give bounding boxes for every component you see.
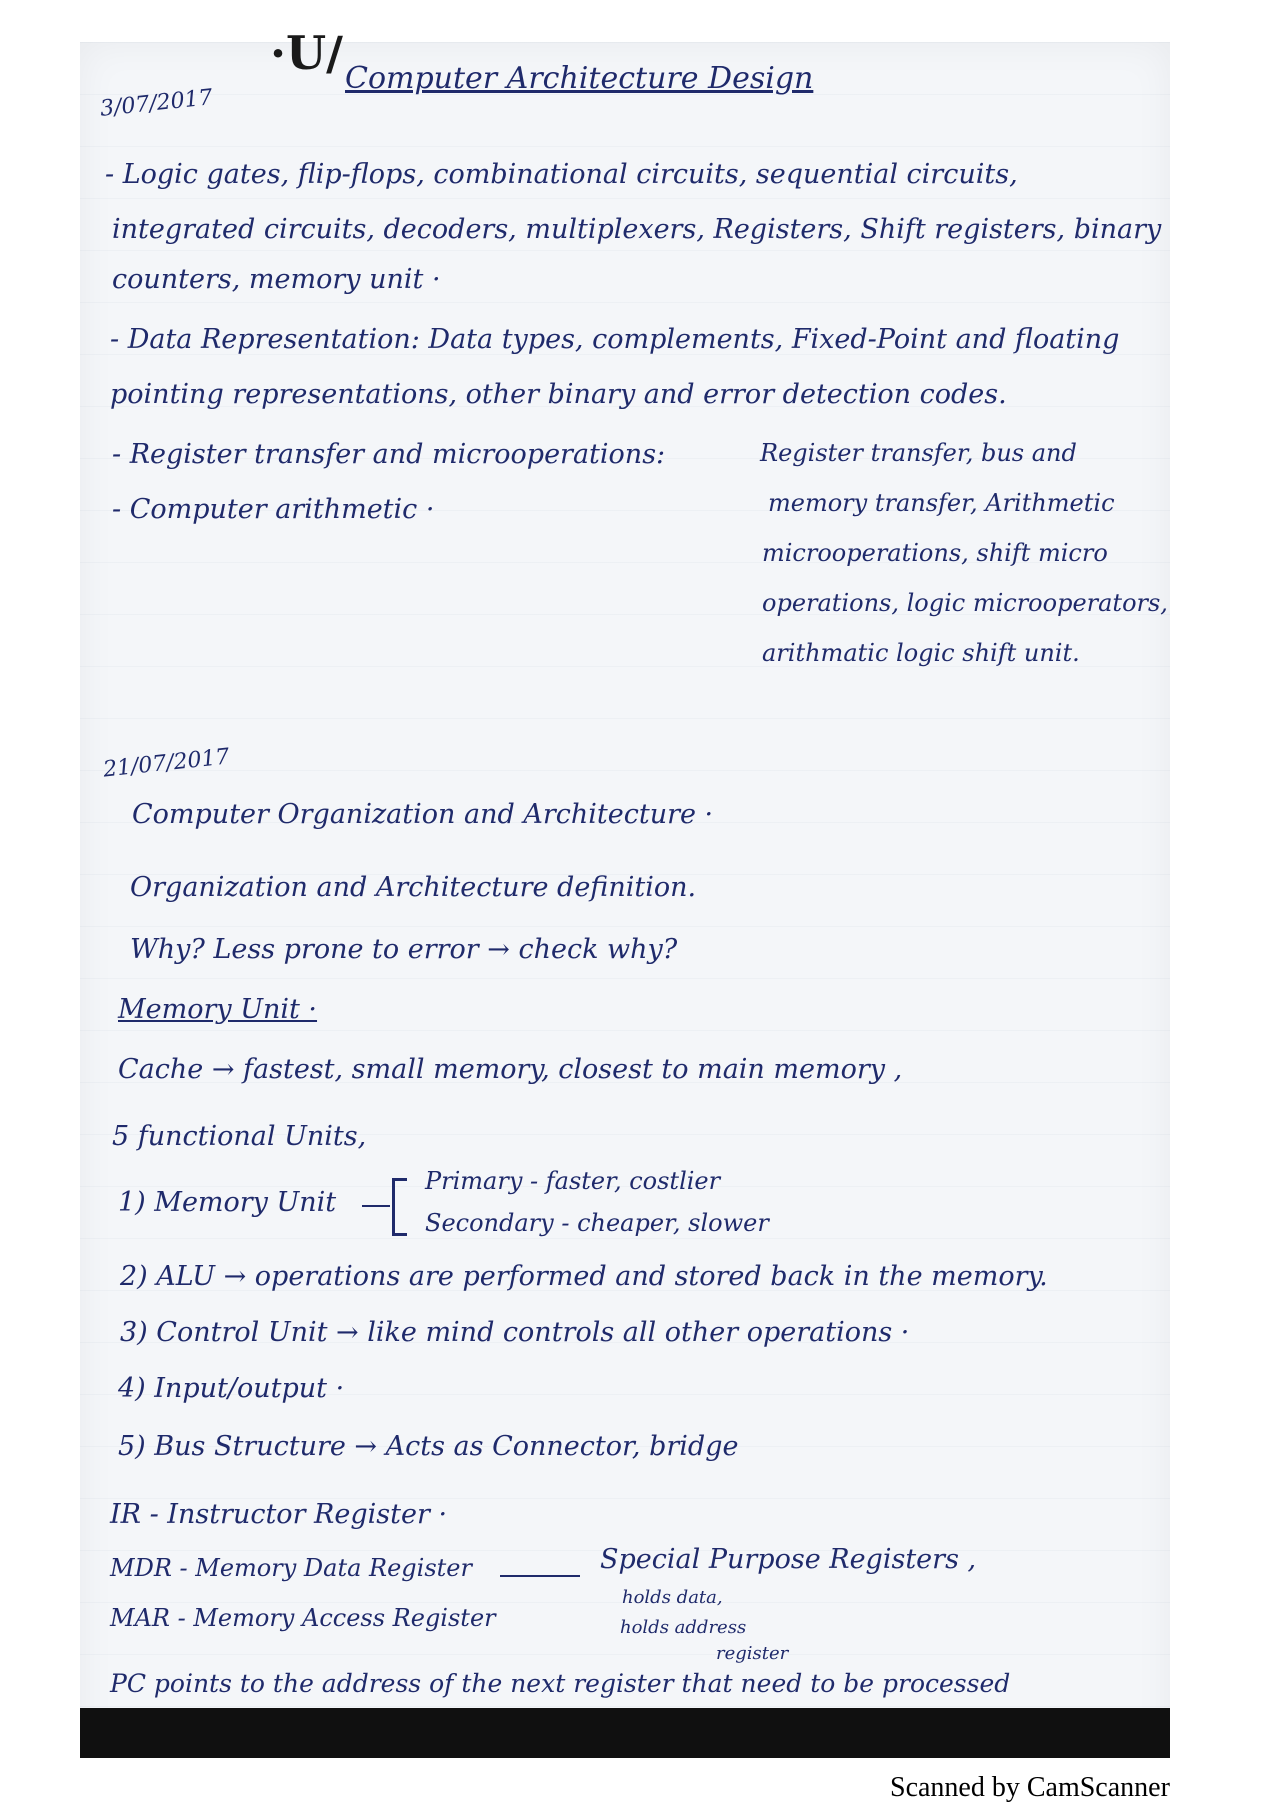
- io-line: 4) Input/output ·: [118, 1373, 345, 1404]
- right-note-2: memory transfer, Arithmetic: [768, 489, 1115, 517]
- section-title: Computer Organization and Architecture ·: [132, 799, 714, 830]
- alu-line: 2) ALU → operations are performed and stored back in the memory.: [120, 1261, 1048, 1292]
- definition-line: Organization and Architecture definition.: [130, 872, 697, 903]
- memory-unit-item: 1) Memory Unit: [118, 1187, 337, 1218]
- date-1: 3/07/2017: [98, 85, 214, 122]
- primary-line: Primary - faster, costlier: [425, 1167, 721, 1195]
- secondary-line: Secondary - cheaper, slower: [425, 1209, 769, 1237]
- top-mark: ·U/: [270, 26, 343, 80]
- bus-line: 5) Bus Structure → Acts as Connector, bridge: [118, 1431, 739, 1462]
- right-note-3: microoperations, shift micro: [762, 539, 1108, 567]
- mdr-arrow: [500, 1575, 580, 1577]
- cache-line: Cache → fastest, small memory, closest to main memory ,: [118, 1054, 903, 1085]
- page-bottom-edge: [80, 1708, 1170, 1758]
- note-line-1: - Logic gates, flip-flops, combinational circuits, sequential circuits,: [105, 159, 1018, 190]
- right-note-4: operations, logic microoperators,: [762, 589, 1168, 617]
- note-line-4: - Data Representation: Data types, complements, Fixed-Point and floating: [110, 324, 1120, 355]
- right-note-5: arithmatic logic shift unit.: [762, 639, 1080, 667]
- right-note-1: Register transfer, bus and: [760, 439, 1077, 467]
- special-purpose-label: Special Purpose Registers ,: [600, 1544, 977, 1575]
- page-title: Computer Architecture Design: [345, 61, 814, 96]
- mar-line: MAR - Memory Access Register: [110, 1604, 496, 1632]
- holds-data-note: holds data,: [622, 1587, 723, 1608]
- note-line-5: pointing representations, other binary and error detection codes.: [110, 379, 1007, 410]
- note-line-7: - Computer arithmetic ·: [112, 494, 435, 525]
- mdr-line: MDR - Memory Data Register: [110, 1554, 472, 1582]
- date-2: 21/07/2017: [101, 744, 231, 783]
- ir-line: IR - Instructor Register ·: [110, 1499, 448, 1530]
- scanner-watermark: Scanned by CamScanner: [890, 1772, 1170, 1803]
- note-line-2: integrated circuits, decoders, multiplexers, Registers, Shift registers, binary: [112, 214, 1162, 245]
- brace: [392, 1178, 407, 1236]
- holds-address-note: holds address: [620, 1617, 747, 1638]
- memory-unit-heading: Memory Unit ·: [118, 994, 318, 1025]
- note-line-3: counters, memory unit ·: [112, 264, 441, 295]
- functional-units-line: 5 functional Units,: [112, 1121, 367, 1152]
- pc-line: PC points to the address of the next register that need to be processed: [110, 1669, 1011, 1698]
- note-line-6: - Register transfer and microoperations:: [112, 439, 666, 470]
- why-line: Why? Less prone to error → check why?: [130, 934, 678, 965]
- brace-connector: [362, 1205, 390, 1207]
- control-line: 3) Control Unit → like mind controls all other operations ·: [120, 1317, 910, 1348]
- register-note: register: [716, 1643, 789, 1664]
